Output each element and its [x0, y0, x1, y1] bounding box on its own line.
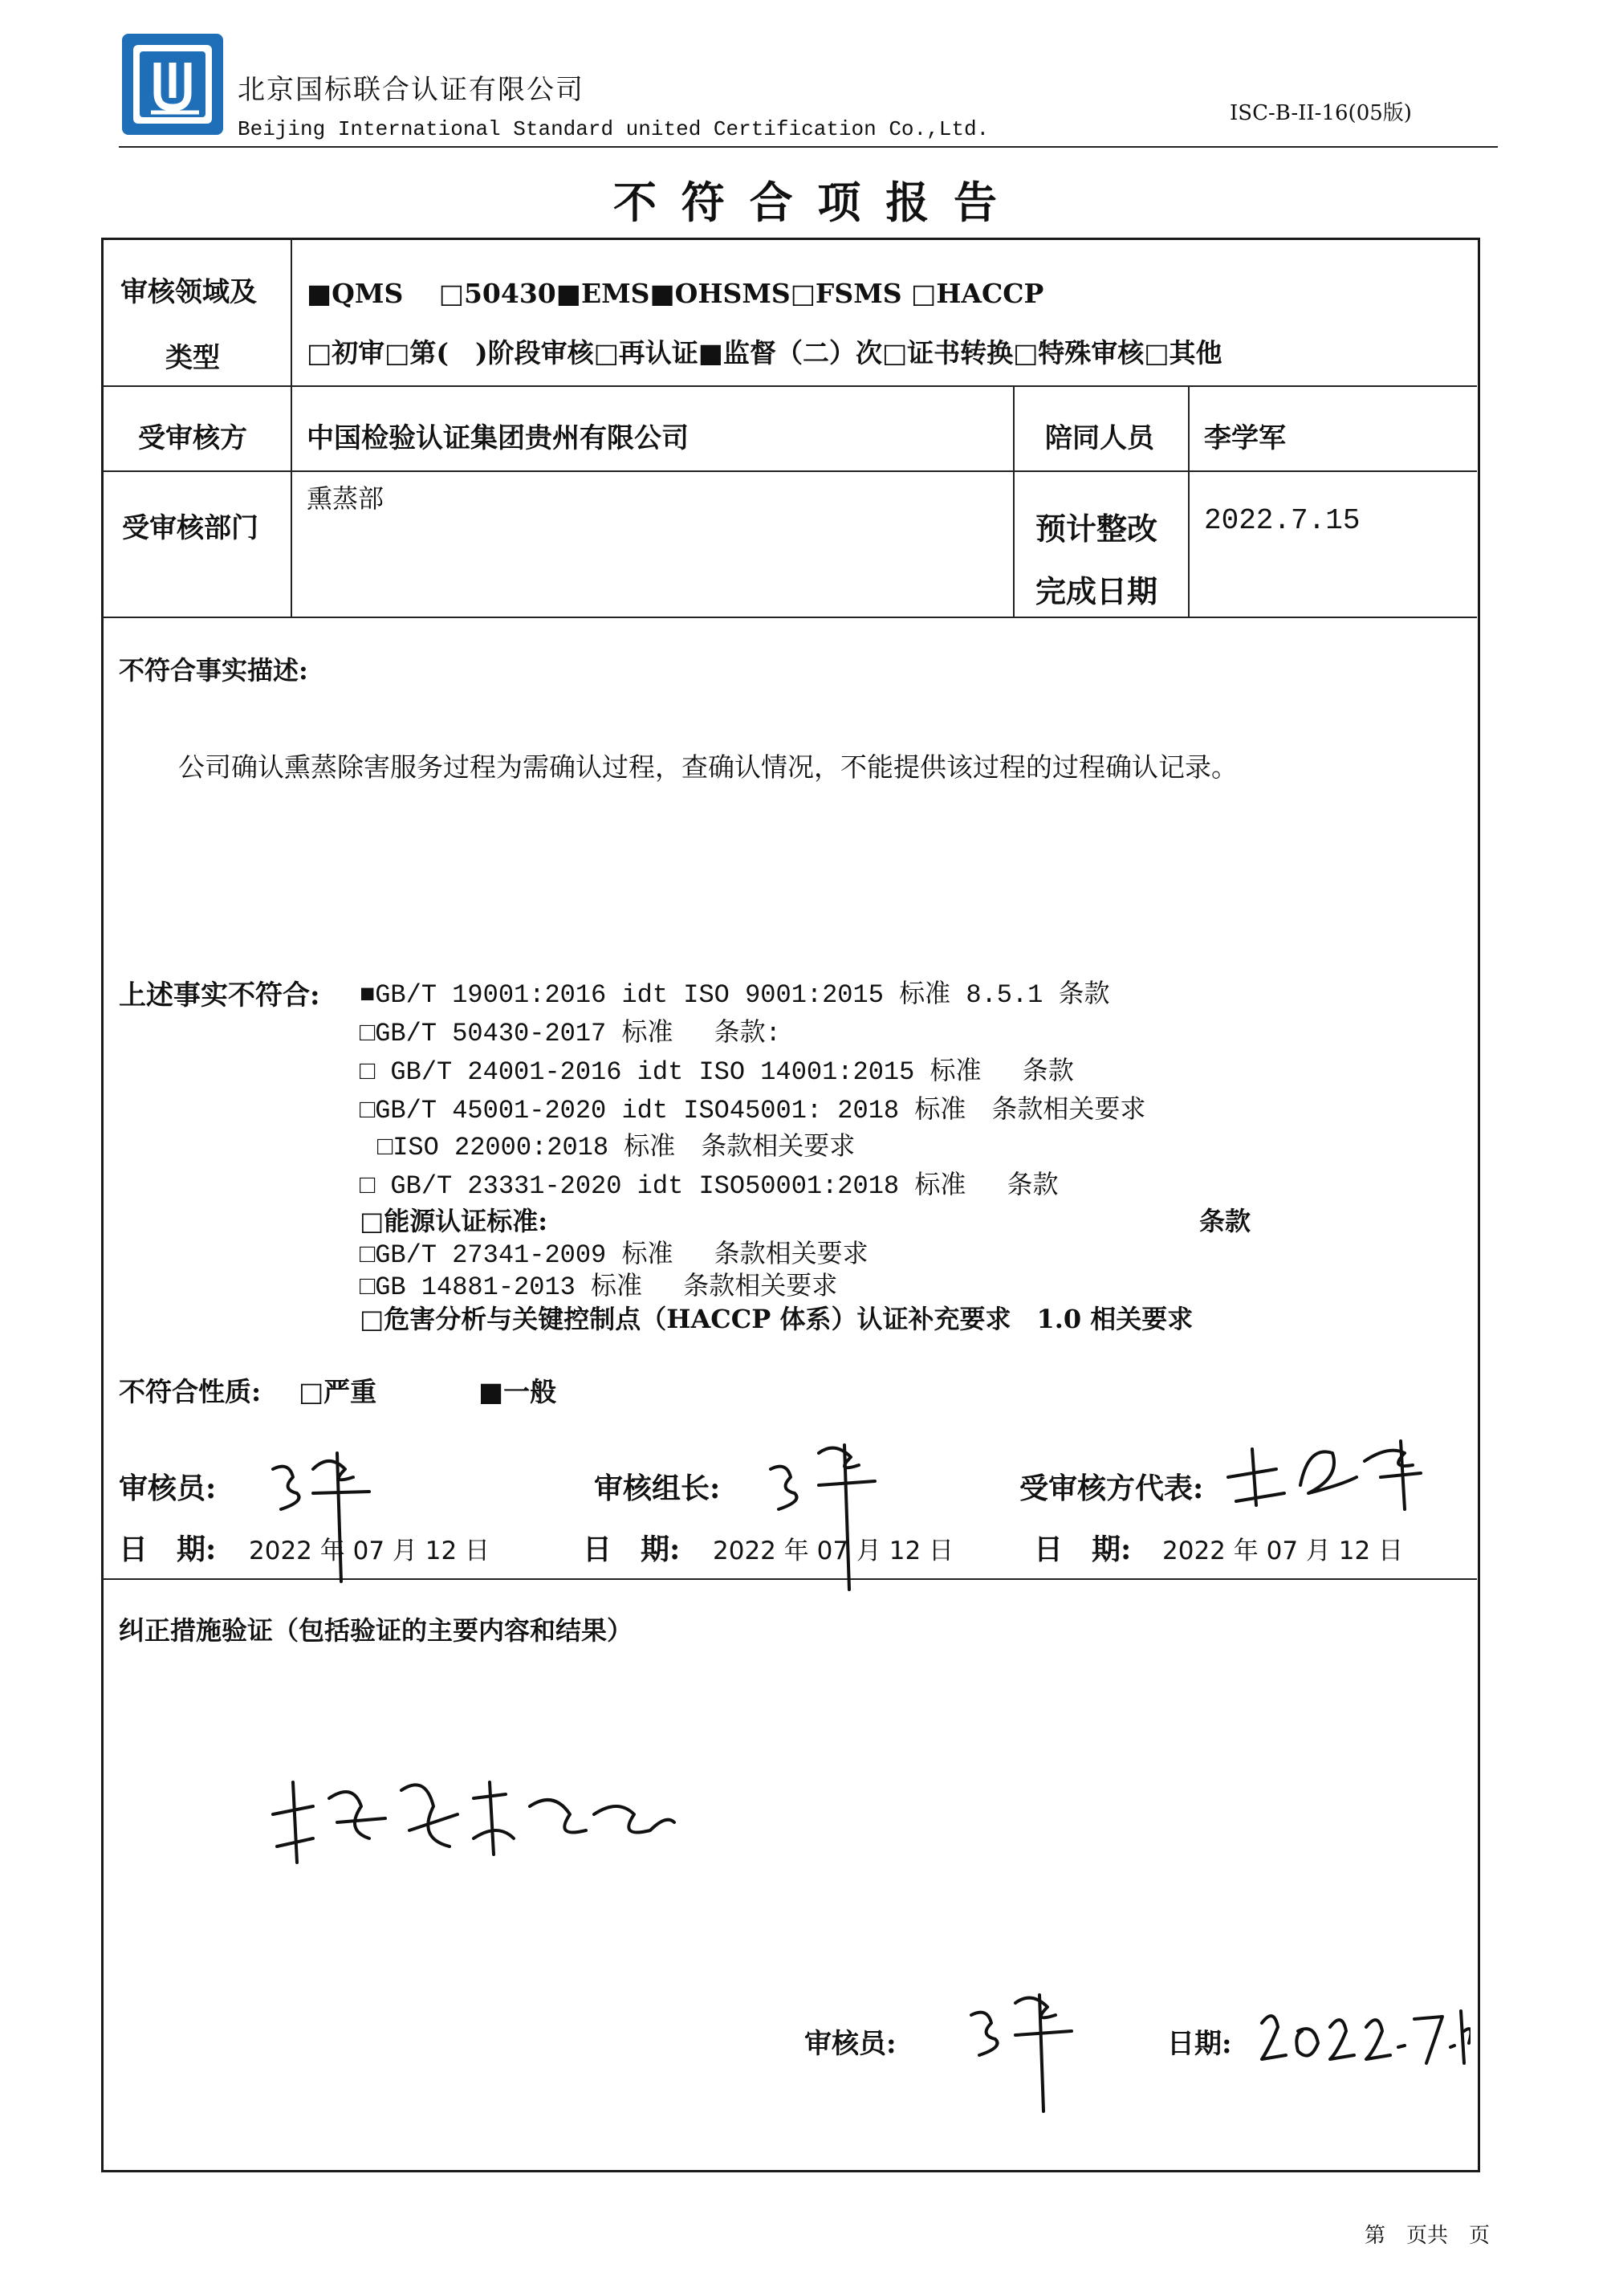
verification-label: 纠正措施验证（包括验证的主要内容和结果）	[119, 1615, 633, 1646]
finding-description-text: 公司确认熏蒸除害服务过程为需确认过程，查确认情况，不能提供该过程的过程确认记录。	[178, 751, 1238, 783]
due-date-value: 2022.7.15	[1204, 504, 1361, 537]
company-logo	[119, 31, 226, 138]
standards-label: 上述事实不符合:	[119, 979, 320, 1012]
row-line	[102, 385, 1477, 387]
standard-item: □GB/T 50430-2017 标准 条款:	[360, 1019, 781, 1048]
team-leader-signature-label: 审核组长:	[594, 1472, 721, 1505]
rep-date-label: 日 期:	[1034, 1533, 1132, 1566]
verification-auditor-signature	[955, 1983, 1092, 2119]
standard-item: □GB 14881-2013 标准 条款相关要求	[360, 1272, 838, 1302]
auditee-rep-signature-label: 受审核方代表:	[1019, 1472, 1204, 1505]
auditee-rep-signature	[1220, 1429, 1429, 1517]
standard-item: ■GB/T 19001:2016 idt ISO 9001:2015 标准 8.5.1 条款	[360, 980, 1110, 1010]
auditor-signature-label: 审核员:	[119, 1472, 217, 1505]
verification-auditor-label: 审核员:	[804, 2028, 897, 2060]
escort-name: 李学军	[1204, 422, 1286, 454]
auditee-label: 受审核方	[138, 422, 247, 454]
rep-date: 2022 年 07 月 12 日	[1162, 1537, 1404, 1565]
company-name-en: Beijing International Standard united Certification Co.,Ltd.	[238, 117, 990, 141]
leader-date: 2022 年 07 月 12 日	[713, 1537, 954, 1565]
auditor-date: 2022 年 07 月 12 日	[249, 1537, 490, 1565]
auditor-date-label: 日 期:	[119, 1533, 217, 1566]
col-line	[1013, 386, 1015, 617]
nature-serious: □严重	[299, 1376, 377, 1407]
due-date-label-line1: 预计整改	[1035, 511, 1158, 547]
team-leader-signature	[755, 1437, 907, 1598]
finding-description-label: 不符合事实描述:	[119, 655, 308, 686]
audit-type-options: □初审□第( )阶段审核□再认证■监督（二）次□证书转换□特殊审核□其他	[307, 337, 1222, 368]
energy-clause-label: 条款	[1199, 1206, 1251, 1236]
page-title: 不 符 合 项 报 告	[613, 177, 1002, 228]
nature-general: ■一般	[478, 1376, 557, 1407]
standard-item: □GB/T 45001-2020 idt ISO45001: 2018 标准 条款相关要求	[360, 1096, 1146, 1126]
domain-options: ■QMS □50430■EMS■OHSMS□FSMS □HACCP	[307, 278, 1044, 309]
row-line	[102, 470, 1477, 472]
standard-item: □ISO 22000:2018 标准 条款相关要求	[377, 1133, 856, 1162]
company-name-cn: 北京国标联合认证有限公司	[238, 74, 584, 106]
due-date-label-line2: 完成日期	[1035, 573, 1158, 609]
header-divider	[119, 146, 1498, 148]
col-line	[1188, 386, 1190, 617]
page-number: 第 页共 页	[1365, 2224, 1491, 2248]
standard-item: □GB/T 27341-2009 标准 条款相关要求	[360, 1240, 869, 1270]
row-line	[102, 617, 1477, 618]
domain-label-line2: 类型	[165, 342, 220, 374]
auditor-signature	[257, 1445, 393, 1590]
verification-date-label: 日期:	[1167, 2028, 1232, 2060]
verification-handwritten-date	[1254, 1999, 1471, 2071]
domain-label-line1: 审核领域及	[120, 276, 257, 308]
col-line	[291, 238, 292, 617]
leader-date-label: 日 期:	[583, 1533, 681, 1566]
standard-item: □ GB/T 23331-2020 idt ISO50001:2018 标准 条款	[360, 1171, 1059, 1201]
auditee-name: 中国检验认证集团贵州有限公司	[307, 422, 689, 454]
document-code: ISC-B-II-16(05版)	[1230, 101, 1412, 125]
standard-item: □危害分析与关键控制点（HACCP 体系）认证补充要求 1.0 相关要求	[360, 1304, 1194, 1334]
escort-label: 陪同人员	[1045, 422, 1154, 454]
department-name: 熏蒸部	[307, 483, 384, 514]
verification-handwritten-note	[265, 1766, 682, 1879]
standard-item: □ GB/T 24001-2016 idt ISO 14001:2015 标准 条款	[360, 1057, 1074, 1087]
department-label: 受审核部门	[122, 512, 258, 544]
nature-label: 不符合性质:	[119, 1376, 262, 1407]
standard-item: □能源认证标准:	[360, 1206, 548, 1236]
